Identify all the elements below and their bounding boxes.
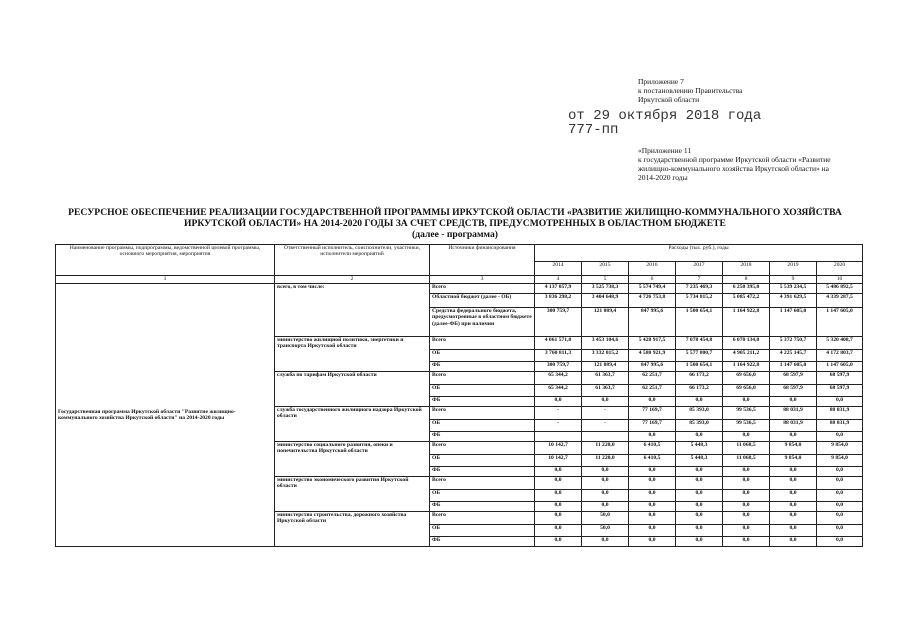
value-cell: 61 363,7 (582, 372, 629, 385)
value-cell: 50,0 (582, 525, 629, 537)
header-year: 2014 (535, 262, 582, 276)
value-cell: 68 597,9 (770, 385, 817, 397)
value-cell: 0,0 (817, 525, 863, 537)
value-cell: 0,0 (582, 477, 629, 490)
value-cell: 0,0 (770, 512, 817, 525)
value-cell: 0,0 (676, 502, 723, 512)
annex2-line: к государственной программе Иркутской области «Развитие (638, 155, 831, 164)
value-cell: 121 089,4 (582, 308, 629, 337)
value-cell: 0,0 (770, 477, 817, 490)
value-cell: 0,0 (629, 525, 676, 537)
source-cell: ОБ (430, 385, 535, 397)
value-cell: 6 250 395,0 (723, 284, 770, 294)
value-cell: 5 320 408,7 (817, 337, 863, 350)
value-cell: 0,0 (676, 432, 723, 442)
value-cell: 0,0 (817, 512, 863, 525)
executor-cell: министерство экономического развития Иркутской области (275, 477, 430, 512)
value-cell: 0,0 (770, 502, 817, 512)
header-year: 2019 (770, 262, 817, 276)
value-cell: 5 085 472,2 (723, 294, 770, 308)
value-cell: 62 251,7 (629, 385, 676, 397)
value-cell: 0,0 (723, 467, 770, 477)
value-cell: 0,0 (817, 397, 863, 407)
value-cell: 61 363,7 (582, 385, 629, 397)
value-cell: 847 995,6 (629, 362, 676, 372)
value-cell: 4 172 803,7 (817, 350, 863, 362)
value-cell: 0,0 (629, 397, 676, 407)
value-cell: 0,0 (817, 502, 863, 512)
value-cell: 77 169,7 (629, 420, 676, 432)
value-cell: 11 068,5 (723, 442, 770, 455)
value-cell: 65 344,2 (535, 385, 582, 397)
source-cell: ОБ (430, 420, 535, 432)
value-cell: 6 410,5 (629, 455, 676, 467)
value-cell: 0,0 (676, 477, 723, 490)
value-cell: 0,0 (629, 477, 676, 490)
value-cell: 0,0 (629, 502, 676, 512)
value-cell: 0,0 (629, 537, 676, 547)
source-cell: ОБ (430, 490, 535, 502)
value-cell: 68 597,9 (770, 372, 817, 385)
source-cell: ФБ (430, 537, 535, 547)
value-cell: 1 500 654,1 (676, 308, 723, 337)
value-cell: 4 726 753,8 (629, 294, 676, 308)
source-cell: Всего (430, 337, 535, 350)
value-cell: 0,0 (535, 477, 582, 490)
value-cell: 121 089,4 (582, 362, 629, 372)
value-cell: 3 525 738,3 (582, 284, 629, 294)
value-cell: - (535, 407, 582, 420)
executor-cell: служба по тарифам Иркутской области (275, 372, 430, 407)
value-cell: 3 836 298,2 (535, 294, 582, 308)
value-cell: 0,0 (817, 477, 863, 490)
value-cell: 99 536,5 (723, 407, 770, 420)
value-cell: 0,0 (817, 432, 863, 442)
source-cell: ФБ (430, 432, 535, 442)
annex2-line: 2014-2020 годы (638, 173, 688, 182)
value-cell: 0,0 (582, 490, 629, 502)
source-cell: ОБ (430, 455, 535, 467)
value-cell: 0,0 (723, 477, 770, 490)
value-cell: 3 404 648,9 (582, 294, 629, 308)
value-cell: 0,0 (723, 502, 770, 512)
value-cell: 1 147 605,0 (817, 362, 863, 372)
annex2-line: «Приложение 11 (638, 146, 692, 155)
value-cell: 5 574 749,4 (629, 284, 676, 294)
value-cell: 6 070 134,0 (723, 337, 770, 350)
value-cell: 10 142,7 (535, 442, 582, 455)
value-cell: 5 428 917,5 (629, 337, 676, 350)
annex-line: Иркутской области (638, 95, 700, 104)
value-cell: 5 448,3 (676, 455, 723, 467)
source-cell: ОБ (430, 525, 535, 537)
value-cell: 4 061 571,0 (535, 337, 582, 350)
value-cell: 88 031,9 (770, 420, 817, 432)
column-number: 5 (582, 276, 629, 284)
annex2-block (638, 146, 868, 182)
value-cell: 68 597,9 (817, 385, 863, 397)
value-cell: 88 031,9 (817, 420, 863, 432)
source-cell: Всего (430, 512, 535, 525)
value-cell: 0,0 (723, 537, 770, 547)
column-number: 10 (817, 276, 863, 284)
header-year: 2020 (817, 262, 863, 276)
value-cell: 0,0 (582, 397, 629, 407)
header-year: 2018 (723, 262, 770, 276)
value-cell: 4 225 145,7 (770, 350, 817, 362)
value-cell: 11 220,0 (582, 455, 629, 467)
value-cell: 0,0 (723, 525, 770, 537)
value-cell: 5 372 750,7 (770, 337, 817, 350)
value-cell: 5 486 892,5 (817, 284, 863, 294)
value-cell: 0,0 (723, 512, 770, 525)
value-cell: 62 251,7 (629, 372, 676, 385)
value-cell: 0,0 (770, 537, 817, 547)
value-cell: 0,0 (817, 537, 863, 547)
value-cell: 0,0 (535, 525, 582, 537)
value-cell: 300 759,7 (535, 362, 582, 372)
value-cell: 300 759,7 (535, 308, 582, 337)
value-cell: 5 734 815,2 (676, 294, 723, 308)
value-cell: 9 854,0 (817, 442, 863, 455)
value-cell: 9 854,0 (770, 455, 817, 467)
value-cell: 10 142,7 (535, 455, 582, 467)
column-number: 2 (275, 276, 430, 284)
value-cell: 0,0 (629, 512, 676, 525)
value-cell: 0,0 (676, 397, 723, 407)
value-cell: - (582, 420, 629, 432)
source-cell: Всего (430, 284, 535, 294)
value-cell: 0,0 (535, 502, 582, 512)
value-cell: 0,0 (629, 490, 676, 502)
source-cell: ФБ (430, 362, 535, 372)
header-executor: Ответственный исполнитель, соисполнители, участники, исполнители мероприятий (275, 245, 430, 276)
value-cell: 5 448,3 (676, 442, 723, 455)
value-cell: 0,0 (723, 432, 770, 442)
value-cell: 85 393,0 (676, 420, 723, 432)
value-cell: 4 339 287,5 (817, 294, 863, 308)
value-cell: 68 597,9 (817, 372, 863, 385)
executor-cell: министерство жилищной политики, энергетики и транспорта Иркутской области (275, 337, 430, 372)
value-cell: 0,0 (770, 525, 817, 537)
value-cell: 66 173,2 (676, 385, 723, 397)
source-cell: ФБ (430, 502, 535, 512)
value-cell: 66 173,2 (676, 372, 723, 385)
value-cell: 5 577 800,7 (676, 350, 723, 362)
source-cell: Средства федерального бюджета, предусмотренные в областном бюджете (далее-ФБ) при наличии (430, 308, 535, 337)
value-cell: 0,0 (535, 490, 582, 502)
column-number: 6 (629, 276, 676, 284)
value-cell: 3 453 104,6 (582, 337, 629, 350)
value-cell: 0,0 (582, 537, 629, 547)
source-cell: ОБ (430, 350, 535, 362)
value-cell: 0,0 (676, 512, 723, 525)
value-cell: 0,0 (676, 537, 723, 547)
value-cell: - (582, 407, 629, 420)
value-cell: 0,0 (770, 432, 817, 442)
source-cell: ФБ (430, 397, 535, 407)
value-cell: 1 164 922,8 (723, 308, 770, 337)
value-cell: 847 995,6 (629, 308, 676, 337)
resource-table (55, 244, 863, 547)
annex2-line: жилищно-коммунального хозяйства Иркутской области» на (638, 164, 829, 173)
value-cell: 1 164 922,8 (723, 362, 770, 372)
column-number: 4 (535, 276, 582, 284)
source-cell: Областной бюджет (далее - ОБ) (430, 294, 535, 308)
header-expenses: Расходы (тыс. руб.), годы (535, 245, 863, 262)
value-cell: 77 169,7 (629, 407, 676, 420)
value-cell: 0,0 (535, 397, 582, 407)
source-cell: Всего (430, 442, 535, 455)
source-cell: ФБ (430, 467, 535, 477)
header-year: 2016 (629, 262, 676, 276)
value-cell: 1 147 605,0 (770, 362, 817, 372)
value-cell: 0,0 (582, 502, 629, 512)
executor-cell: министерство социального развития, опеки и попечительства Иркутской области (275, 442, 430, 477)
value-cell: 0,0 (629, 432, 676, 442)
value-cell: 9 854,0 (817, 455, 863, 467)
program-name-cell: Государственная программа Иркутской области "Развитие жилищно-коммунального хозяйства Иркутской области" на 2014-2020 годы (56, 284, 275, 547)
value-cell: 11 068,5 (723, 455, 770, 467)
value-cell: 0,0 (817, 467, 863, 477)
source-cell: Всего (430, 372, 535, 385)
value-cell: 3 760 811,3 (535, 350, 582, 362)
value-cell: 50,0 (582, 512, 629, 525)
value-cell: 7 235 469,3 (676, 284, 723, 294)
title-line: (далее - программа) (412, 229, 498, 240)
value-cell (535, 432, 582, 442)
value-cell: 4 580 921,9 (629, 350, 676, 362)
value-cell: 4 391 629,5 (770, 294, 817, 308)
value-cell: 0,0 (817, 490, 863, 502)
column-number: 3 (430, 276, 535, 284)
value-cell: 85 393,0 (676, 407, 723, 420)
decree-number: 777-пп (568, 122, 619, 138)
executor-cell: министерство строительства, дорожного хозяйства Иркутской области (275, 512, 430, 547)
source-cell: Всего (430, 407, 535, 420)
value-cell: 1 500 654,1 (676, 362, 723, 372)
value-cell (582, 432, 629, 442)
value-cell: 0,0 (629, 467, 676, 477)
value-cell: 1 147 605,0 (817, 308, 863, 337)
value-cell: 65 344,2 (535, 372, 582, 385)
executor-cell: всего, в том числе: (275, 284, 430, 337)
value-cell: 0,0 (535, 467, 582, 477)
header-year: 2017 (676, 262, 723, 276)
value-cell: - (535, 420, 582, 432)
value-cell: 4 137 057,9 (535, 284, 582, 294)
title-line: РЕСУРСНОЕ ОБЕСПЕЧЕНИЕ РЕАЛИЗАЦИИ ГОСУДАРСТВЕННОЙ ПРОГРАММЫ ИРКУТСКОЙ ОБЛАСТИ «РАЗВИТИЕ ЖИЛИЩНО-КОММУНАЛЬНОГО ХОЗЯЙСТВА (68, 207, 842, 218)
value-cell: 1 147 605,0 (770, 308, 817, 337)
column-number: 8 (723, 276, 770, 284)
source-cell: Всего (430, 477, 535, 490)
table-row (56, 284, 863, 294)
value-cell: 0,0 (676, 467, 723, 477)
column-number: 7 (676, 276, 723, 284)
header-year: 2015 (582, 262, 629, 276)
executor-cell: служба государственного жилищного надзора Иркутской области (275, 407, 430, 442)
value-cell: 0,0 (770, 467, 817, 477)
value-cell: 11 220,0 (582, 442, 629, 455)
header-source: Источники финансирования (430, 245, 535, 276)
value-cell: 0,0 (723, 490, 770, 502)
value-cell: 5 539 234,5 (770, 284, 817, 294)
value-cell: 69 656,0 (723, 385, 770, 397)
value-cell: 0,0 (535, 512, 582, 525)
value-cell: 9 854,0 (770, 442, 817, 455)
value-cell: 3 332 015,2 (582, 350, 629, 362)
value-cell: 88 031,9 (817, 407, 863, 420)
value-cell: 4 905 211,2 (723, 350, 770, 362)
value-cell: 0,0 (770, 490, 817, 502)
value-cell: 69 656,0 (723, 372, 770, 385)
document-title (60, 207, 850, 240)
value-cell: 0,0 (723, 397, 770, 407)
column-number: 9 (770, 276, 817, 284)
value-cell: 88 031,9 (770, 407, 817, 420)
value-cell: 99 536,5 (723, 420, 770, 432)
annex-block (638, 77, 742, 104)
annex-line: к постановлению Правительства (638, 86, 743, 95)
value-cell: 0,0 (535, 537, 582, 547)
column-number: 1 (56, 276, 275, 284)
value-cell: 0,0 (676, 490, 723, 502)
title-line: ИРКУТСКОЙ ОБЛАСТИ» НА 2014-2020 ГОДЫ ЗА СЧЕТ СРЕДСТВ, ПРЕДУСМОТРЕННЫХ В ОБЛАСТНОМ БЮДЖЕТЕ (184, 218, 726, 229)
value-cell: 0,0 (770, 397, 817, 407)
annex-line: Приложение 7 (638, 77, 684, 86)
value-cell: 7 078 454,8 (676, 337, 723, 350)
header-program: Наименование программы, подпрограммы, ведомственной целевой программы, основного мероприятия, мероприятия (56, 245, 275, 276)
value-cell: 6 410,5 (629, 442, 676, 455)
value-cell: 0,0 (676, 525, 723, 537)
value-cell: 0,0 (582, 467, 629, 477)
decree-date: от 29 октября 2018 года (568, 108, 762, 124)
